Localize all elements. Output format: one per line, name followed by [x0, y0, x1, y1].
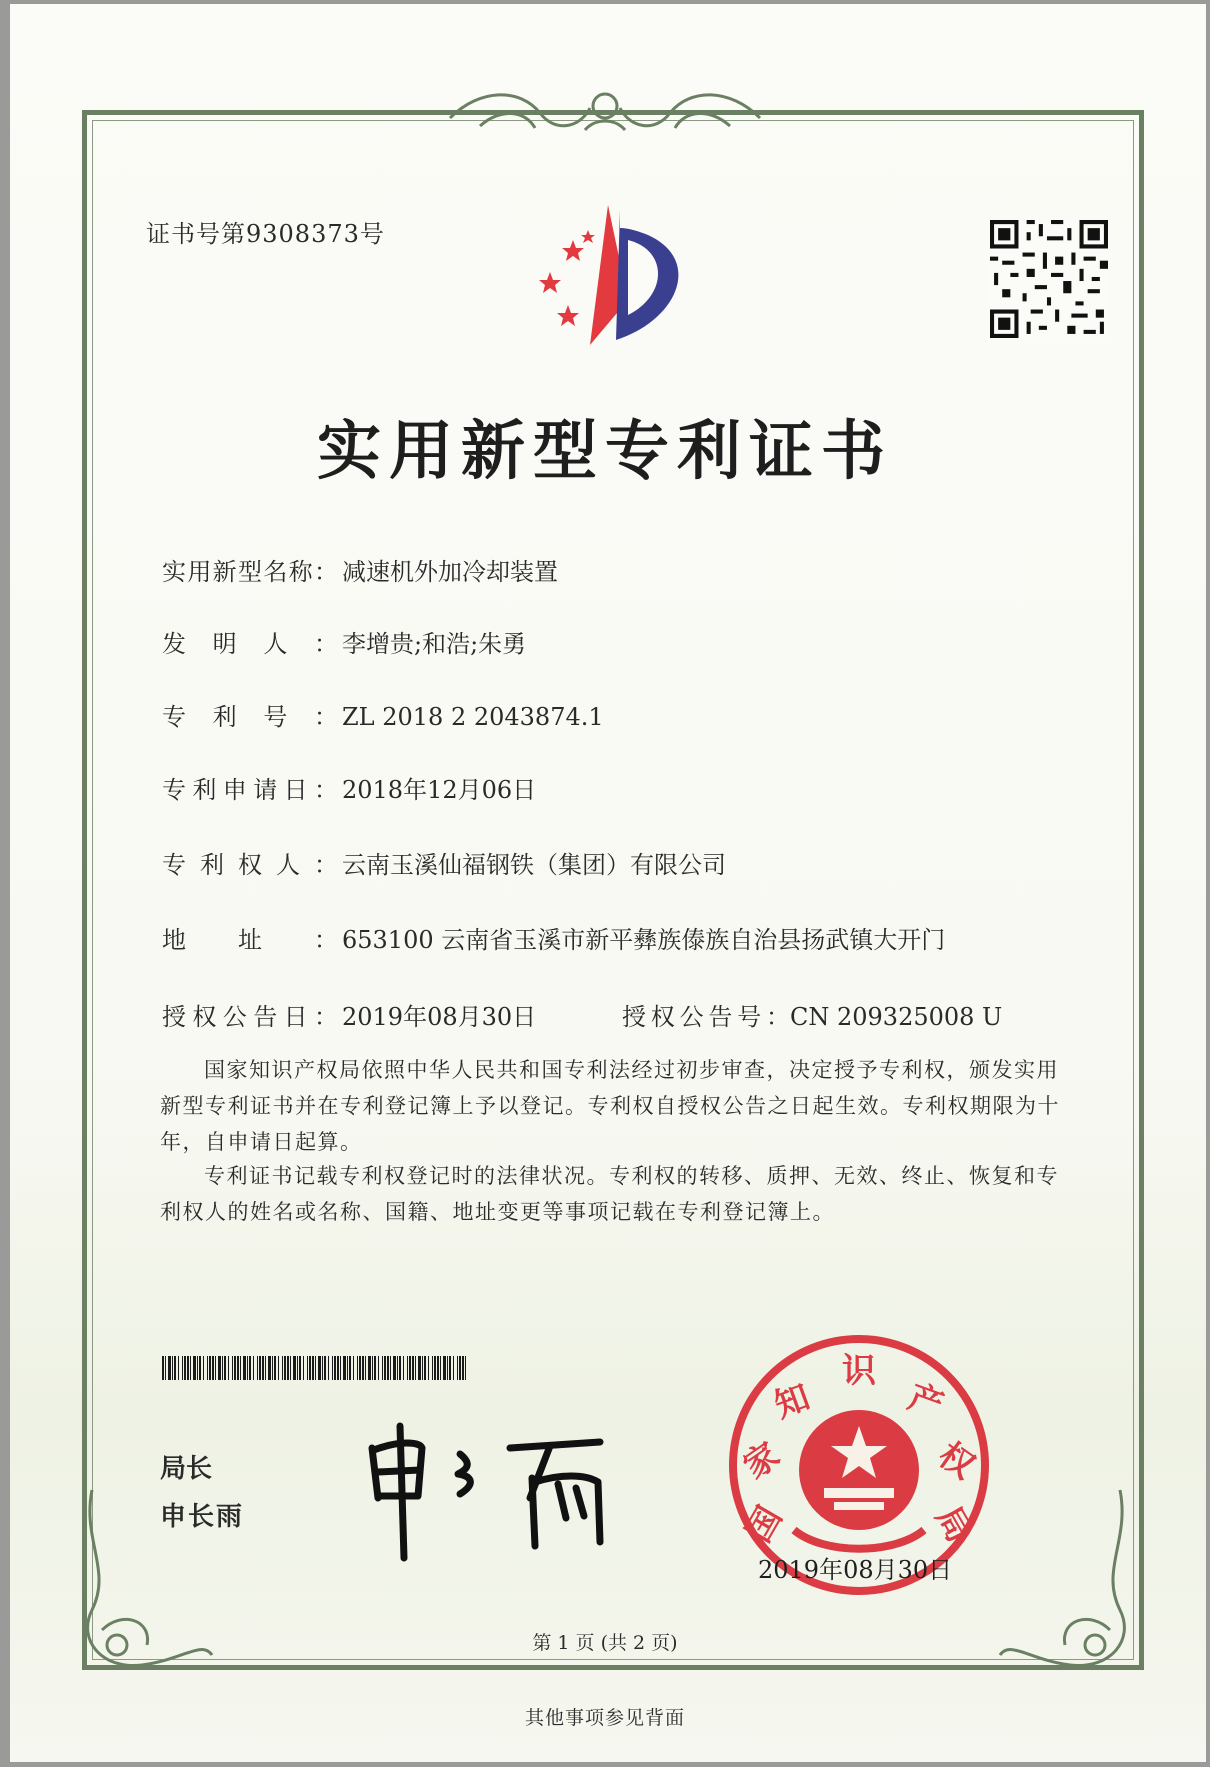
barcode-bar [268, 1356, 271, 1380]
field-label: 实用新型名称： [162, 558, 338, 586]
application-date-row [162, 770, 536, 805]
field-value: 云南玉溪仙福钢铁（集团）有限公司 [342, 851, 726, 879]
ornament-icon [440, 78, 770, 148]
director-name: 申长雨 [160, 1502, 245, 1532]
barcode-bar [272, 1356, 273, 1380]
barcode-bar [359, 1356, 361, 1380]
barcode-bar [409, 1356, 411, 1380]
field-value: CN 209325008 U [790, 1003, 1003, 1031]
barcode-bar [215, 1356, 216, 1380]
certificate-number: 证书号第9308373号 [146, 220, 385, 248]
barcode-bar [374, 1356, 376, 1380]
barcode-bar [234, 1356, 236, 1380]
barcode-bar [265, 1356, 266, 1380]
patentee-row [162, 845, 726, 880]
barcode-bar [197, 1356, 198, 1380]
barcode-bar [322, 1356, 323, 1380]
barcode-bar [418, 1356, 421, 1380]
barcode-bar [207, 1356, 208, 1380]
barcode-bar [412, 1356, 414, 1380]
barcode-bar [218, 1356, 221, 1380]
field-value: 李增贵;和浩;朱勇 [342, 630, 527, 658]
barcode-bar [274, 1356, 276, 1380]
barcode-bar [187, 1356, 189, 1380]
barcode-bar [253, 1356, 254, 1380]
barcode-bar [459, 1356, 461, 1380]
barcode-bar [449, 1356, 451, 1380]
barcode-bar [422, 1356, 423, 1380]
barcode-bar [447, 1356, 448, 1380]
barcode-bar [193, 1356, 196, 1380]
barcode-bar [428, 1356, 429, 1380]
barcode-bar [399, 1356, 401, 1380]
signature [360, 1418, 630, 1568]
barcode-bar [307, 1356, 308, 1380]
svg-text:局: 局 [927, 1499, 980, 1550]
svg-text:国: 国 [738, 1499, 791, 1550]
barcode-bar [240, 1356, 241, 1380]
barcode-bar [312, 1356, 314, 1380]
barcode-bar [290, 1356, 291, 1380]
barcode-bar [249, 1356, 251, 1380]
barcode-bar [209, 1356, 211, 1380]
field-value: ZL 2018 2 2043874.1 [342, 703, 604, 731]
barcode-bar [247, 1356, 248, 1380]
barcode-bar [424, 1356, 426, 1380]
legal-paragraph-2: 专利证书记载专利权登记时的法律状况。专利权的转移、质押、无效、终止、恢复和专利权人的姓名或名称、国籍、地址变更等事项记载在专利登记簿上。 [160, 1164, 1059, 1224]
barcode-bar [324, 1356, 326, 1380]
barcode-bar [457, 1356, 458, 1380]
barcode-bar [353, 1356, 354, 1380]
barcode-bar [378, 1356, 379, 1380]
field-value: 减速机外加冷却装置 [342, 558, 558, 586]
barcode-bar [384, 1356, 386, 1380]
barcode-bar [465, 1356, 466, 1380]
barcode-bar [178, 1356, 179, 1380]
barcode-bar [443, 1356, 446, 1380]
barcode-bar [368, 1356, 371, 1380]
svg-text:产: 产 [902, 1377, 949, 1427]
barcode-bar [287, 1356, 289, 1380]
barcode-bar [387, 1356, 389, 1380]
barcode-bar [168, 1356, 171, 1380]
field-label: 授权公告日： [162, 1003, 338, 1031]
barcode-bar [228, 1356, 229, 1380]
barcode-bar [382, 1356, 383, 1380]
svg-text:识: 识 [842, 1351, 876, 1391]
barcode-bar [328, 1356, 329, 1380]
inventor-row [162, 624, 526, 659]
legal-paragraph-1: 国家知识产权局依照中华人民共和国专利法经过初步审查，决定授予专利权，颁发实用新型专利证书并在专利登记簿上予以登记。专利权自授权公告之日起生效。专利权期限为十年，自申请日起算。 [160, 1058, 1060, 1154]
barcode-bar [165, 1356, 166, 1380]
barcode-bar [390, 1356, 391, 1380]
barcode-bar [440, 1356, 441, 1380]
patent-number-row [162, 697, 604, 732]
page-indicator: 第 1 页 (共 2 页) [532, 1632, 678, 1654]
barcode-bar [262, 1356, 264, 1380]
field-label: 专利号： [162, 703, 338, 731]
barcode-bar [278, 1356, 279, 1380]
barcode-bar [184, 1356, 186, 1380]
barcode-bar [403, 1356, 404, 1380]
field-label: 地址： [162, 926, 338, 954]
barcode-bar [212, 1356, 214, 1380]
barcode-bar [232, 1356, 233, 1380]
barcode-bar [453, 1356, 454, 1380]
field-label: 授权公告号： [622, 1003, 790, 1031]
barcode-bar [172, 1356, 173, 1380]
barcode-bar [222, 1356, 223, 1380]
barcode-bar [174, 1356, 176, 1380]
barcode-bar [284, 1356, 286, 1380]
address-row [162, 920, 945, 955]
barcode-bar [199, 1356, 201, 1380]
barcode-bar [343, 1356, 346, 1380]
qr-code-icon [990, 220, 1108, 338]
barcode-bar [334, 1356, 336, 1380]
svg-text:知: 知 [769, 1377, 816, 1427]
field-value: 2019年08月30日 [342, 1003, 537, 1031]
barcode-bar [299, 1356, 301, 1380]
seal-date: 2019年08月30日 [758, 1556, 953, 1584]
barcode-bar [203, 1356, 204, 1380]
barcode-bar [397, 1356, 398, 1380]
utility-model-name-row [162, 552, 558, 587]
barcode-bar [347, 1356, 348, 1380]
barcode-bar [257, 1356, 258, 1380]
grant-number-row [622, 997, 1002, 1032]
barcode-bar [362, 1356, 364, 1380]
barcode-bar [437, 1356, 439, 1380]
field-value: 653100 云南省玉溪市新平彝族傣族自治县扬武镇大开门 [342, 926, 946, 954]
field-label: 专利申请日： [162, 776, 338, 804]
barcode-bar [224, 1356, 226, 1380]
svg-text:权: 权 [930, 1434, 982, 1488]
barcode-bar [462, 1356, 464, 1380]
barcode-bar [303, 1356, 304, 1380]
barcode-bar [349, 1356, 351, 1380]
field-value: 2018年12月06日 [342, 776, 537, 804]
barcode-bar [190, 1356, 191, 1380]
certificate-title: 实用新型专利证书 [317, 414, 893, 489]
barcode-bar [293, 1356, 296, 1380]
barcode-bar [162, 1356, 164, 1380]
barcode-bar [407, 1356, 408, 1380]
field-label: 发明人： [162, 630, 338, 658]
barcode-bar [340, 1356, 341, 1380]
barcode-bar [318, 1356, 321, 1380]
director-title: 局长 [160, 1454, 213, 1484]
barcode-bar [365, 1356, 366, 1380]
barcode-bar [182, 1356, 183, 1380]
barcode-bar [237, 1356, 239, 1380]
barcode-bar [297, 1356, 298, 1380]
barcode-bar [393, 1356, 396, 1380]
barcode-bar [259, 1356, 261, 1380]
barcode-icon [162, 1356, 472, 1380]
barcode-bar [282, 1356, 283, 1380]
barcode-bar [332, 1356, 333, 1380]
grant-date-row [162, 997, 536, 1032]
barcode-bar [434, 1356, 436, 1380]
footer-note: 其他事项参见背面 [524, 1707, 685, 1729]
barcode-bar [337, 1356, 339, 1380]
barcode-bar [243, 1356, 246, 1380]
barcode-bar [357, 1356, 358, 1380]
field-label: 专利权人： [162, 851, 338, 879]
barcode-bar [372, 1356, 373, 1380]
barcode-bar [432, 1356, 433, 1380]
cnipa-logo-icon [528, 200, 718, 350]
barcode-bar [415, 1356, 416, 1380]
svg-text:家: 家 [736, 1434, 788, 1488]
barcode-bar [315, 1356, 316, 1380]
barcode-bar [309, 1356, 311, 1380]
